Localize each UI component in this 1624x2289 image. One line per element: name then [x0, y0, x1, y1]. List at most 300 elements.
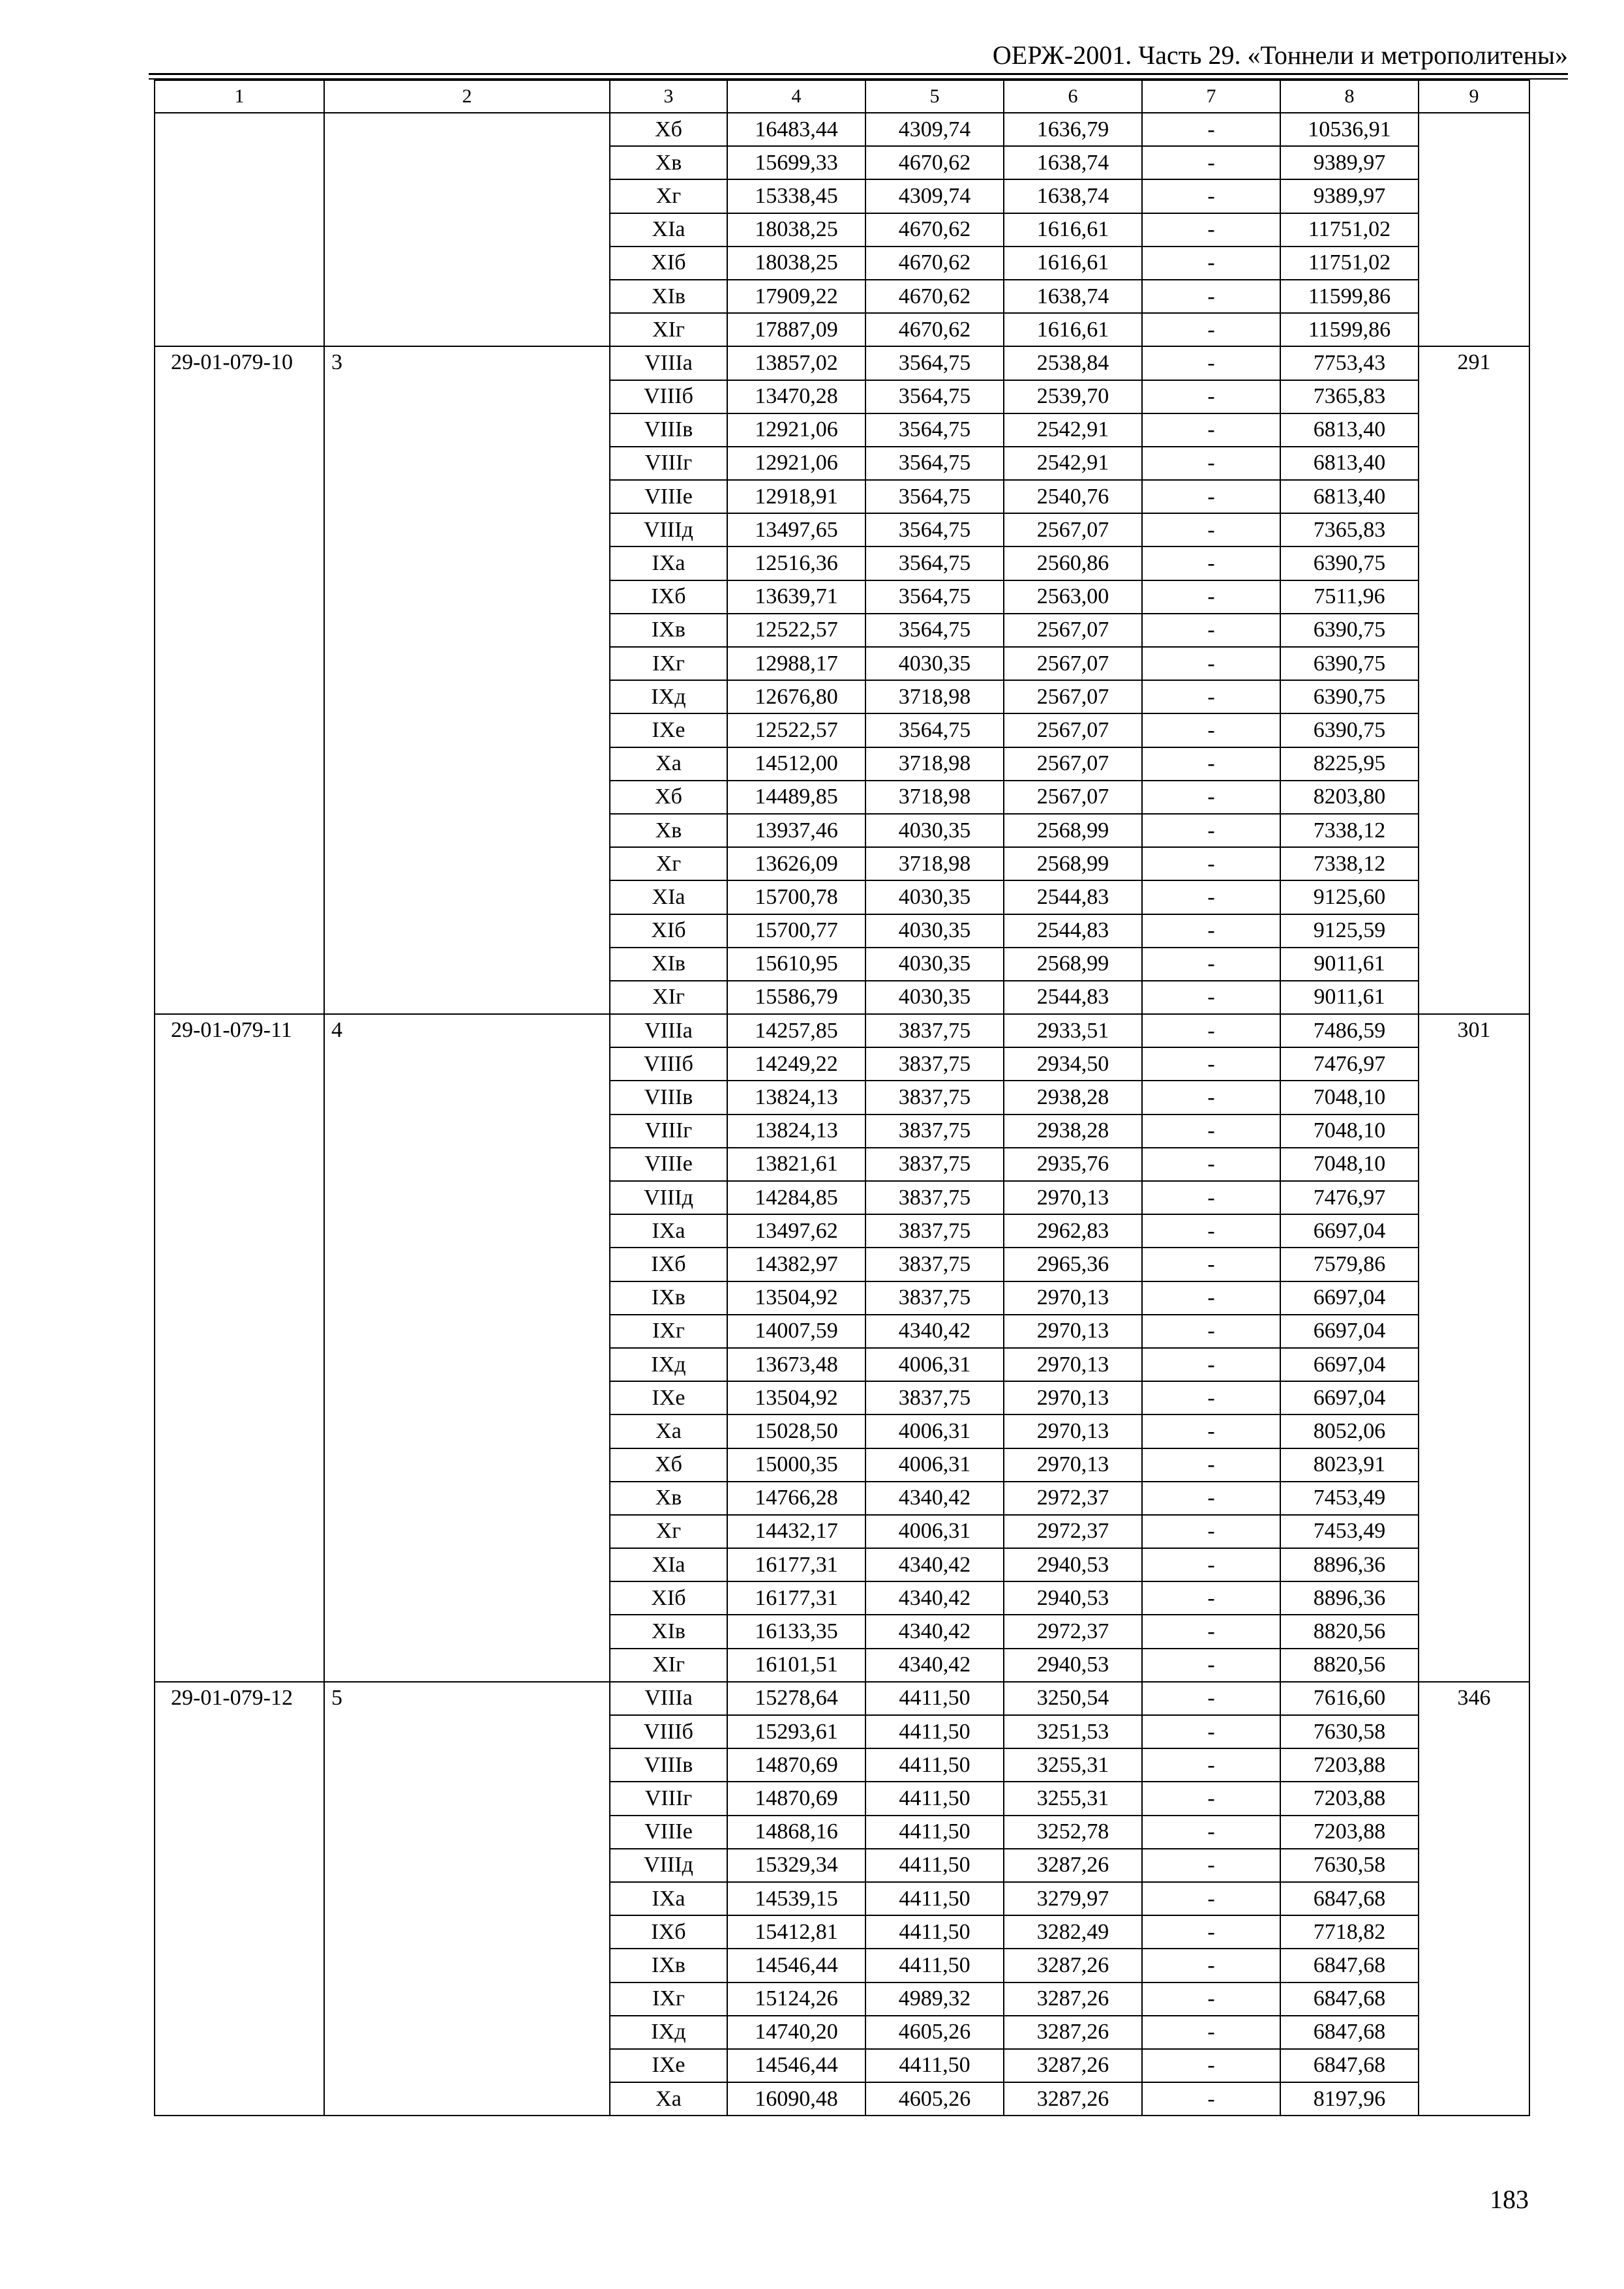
machines-cost-cell: 3252,78 [1004, 1816, 1142, 1849]
labor-cost-cell: 4411,50 [865, 1949, 1004, 1982]
salary-machinists-cell: - [1142, 247, 1280, 280]
salary-machinists-cell: - [1142, 1515, 1280, 1548]
materials-cost-cell: 7753,43 [1280, 346, 1419, 380]
salary-machinists-cell: - [1142, 1081, 1280, 1114]
machines-cost-cell: 2539,70 [1004, 380, 1142, 413]
salary-machinists-cell: - [1142, 814, 1280, 847]
materials-cost-cell: 9125,59 [1280, 914, 1419, 948]
materials-cost-cell: 10536,91 [1280, 113, 1419, 146]
total-cost-cell: 14512,00 [727, 747, 865, 781]
labor-cost-cell: 3837,75 [865, 1381, 1004, 1414]
labor-cost-cell: 4340,42 [865, 1548, 1004, 1581]
labor-hours-cell: 291 [1419, 346, 1529, 1014]
salary-machinists-cell: - [1142, 1248, 1280, 1281]
total-cost-cell: 14284,85 [727, 1181, 865, 1214]
salary-machinists-cell: - [1142, 1381, 1280, 1414]
zone-cell: VIIIе [610, 1148, 727, 1181]
salary-machinists-cell: - [1142, 914, 1280, 948]
labor-cost-cell: 3718,98 [865, 680, 1004, 713]
zone-cell: VIIIа [610, 1682, 727, 1715]
salary-machinists-cell: - [1142, 1915, 1280, 1949]
zone-cell: VIIIб [610, 380, 727, 413]
total-cost-cell: 13673,48 [727, 1348, 865, 1381]
salary-machinists-cell: - [1142, 1615, 1280, 1648]
salary-machinists-cell: - [1142, 1482, 1280, 1515]
total-cost-cell: 13821,61 [727, 1148, 865, 1181]
zone-cell: VIIIб [610, 1047, 727, 1081]
machines-cost-cell: 3287,26 [1004, 1982, 1142, 2016]
zone-cell: IXб [610, 1248, 727, 1281]
machines-cost-cell: 1616,61 [1004, 313, 1142, 346]
labor-cost-cell: 4670,62 [865, 247, 1004, 280]
labor-cost-cell: 4411,50 [865, 1715, 1004, 1748]
table-row [155, 113, 1529, 146]
zone-cell: IXа [610, 1882, 727, 1915]
zone-cell: VIIIв [610, 413, 727, 447]
total-cost-cell: 16177,31 [727, 1581, 865, 1615]
materials-cost-cell: 7476,97 [1280, 1181, 1419, 1214]
total-cost-cell: 15699,33 [727, 146, 865, 179]
total-cost-cell: 13937,46 [727, 814, 865, 847]
zone-cell: XIв [610, 280, 727, 313]
salary-machinists-cell: - [1142, 647, 1280, 680]
salary-machinists-cell: - [1142, 2016, 1280, 2049]
materials-cost-cell: 7511,96 [1280, 580, 1419, 614]
machines-cost-cell: 1638,74 [1004, 146, 1142, 179]
total-cost-cell: 15028,50 [727, 1414, 865, 1448]
zone-cell: Xг [610, 179, 727, 213]
materials-cost-cell: 7718,82 [1280, 1915, 1419, 1949]
total-cost-cell: 13857,02 [727, 346, 865, 380]
zone-cell: Xа [610, 747, 727, 781]
machines-cost-cell: 2544,83 [1004, 914, 1142, 948]
materials-cost-cell: 6847,68 [1280, 2016, 1419, 2049]
salary-machinists-cell: - [1142, 747, 1280, 781]
zone-cell: IXв [610, 1281, 727, 1315]
zone-cell: Xв [610, 814, 727, 847]
machines-cost-cell: 1638,74 [1004, 280, 1142, 313]
materials-cost-cell: 7630,58 [1280, 1715, 1419, 1748]
labor-cost-cell: 3718,98 [865, 781, 1004, 814]
materials-cost-cell: 11751,02 [1280, 213, 1419, 247]
column-number-cell: 7 [1142, 80, 1280, 113]
total-cost-cell: 12918,91 [727, 480, 865, 513]
materials-cost-cell: 7338,12 [1280, 847, 1419, 880]
machines-cost-cell: 3287,26 [1004, 2082, 1142, 2116]
salary-machinists-cell: - [1142, 1882, 1280, 1915]
total-cost-cell: 15610,95 [727, 948, 865, 981]
total-cost-cell: 15338,45 [727, 179, 865, 213]
zone-cell: Xг [610, 847, 727, 880]
total-cost-cell: 12921,06 [727, 447, 865, 480]
total-cost-cell: 13504,92 [727, 1381, 865, 1414]
zone-cell: VIIIе [610, 480, 727, 513]
materials-cost-cell: 8023,91 [1280, 1448, 1419, 1482]
materials-cost-cell: 6390,75 [1280, 680, 1419, 713]
labor-cost-cell: 4670,62 [865, 213, 1004, 247]
zone-cell: IXб [610, 580, 727, 614]
salary-machinists-cell: - [1142, 1982, 1280, 2016]
rates-table-body [155, 80, 1529, 2116]
zone-cell: VIIIг [610, 447, 727, 480]
salary-machinists-cell: - [1142, 1281, 1280, 1315]
labor-cost-cell: 3564,75 [865, 346, 1004, 380]
labor-cost-cell: 4006,31 [865, 1348, 1004, 1381]
machines-cost-cell: 3287,26 [1004, 1949, 1142, 1982]
labor-cost-cell: 4411,50 [865, 1849, 1004, 1882]
labor-cost-cell: 4411,50 [865, 1882, 1004, 1915]
materials-cost-cell: 11599,86 [1280, 280, 1419, 313]
total-cost-cell: 16133,35 [727, 1615, 865, 1648]
materials-cost-cell: 7338,12 [1280, 814, 1419, 847]
salary-machinists-cell: - [1142, 1315, 1280, 1348]
labor-cost-cell: 3564,75 [865, 713, 1004, 747]
materials-cost-cell: 11599,86 [1280, 313, 1419, 346]
total-cost-cell: 14489,85 [727, 781, 865, 814]
labor-cost-cell: 3837,75 [865, 1214, 1004, 1248]
labor-cost-cell: 3564,75 [865, 480, 1004, 513]
materials-cost-cell: 6847,68 [1280, 2049, 1419, 2082]
materials-cost-cell: 7203,88 [1280, 1782, 1419, 1815]
materials-cost-cell: 6847,68 [1280, 1949, 1419, 1982]
labor-cost-cell: 4030,35 [865, 880, 1004, 914]
salary-machinists-cell: - [1142, 981, 1280, 1014]
rates-table [154, 80, 1530, 2116]
labor-cost-cell: 4340,42 [865, 1315, 1004, 1348]
total-cost-cell: 14868,16 [727, 1816, 865, 1849]
labor-cost-cell: 4411,50 [865, 2049, 1004, 2082]
machines-cost-cell: 1616,61 [1004, 247, 1142, 280]
rate-code-cell: 29-01-079-11 [155, 1014, 324, 1682]
materials-cost-cell: 8197,96 [1280, 2082, 1419, 2116]
materials-cost-cell: 7365,83 [1280, 513, 1419, 546]
rate-name-cell: 5 [324, 1682, 610, 2116]
column-number-cell: 5 [865, 80, 1004, 113]
machines-cost-cell: 3251,53 [1004, 1715, 1142, 1748]
zone-cell: VIIIд [610, 513, 727, 546]
machines-cost-cell: 2934,50 [1004, 1047, 1142, 1081]
materials-cost-cell: 7476,97 [1280, 1047, 1419, 1081]
total-cost-cell: 13497,65 [727, 513, 865, 546]
machines-cost-cell: 3282,49 [1004, 1915, 1142, 1949]
salary-machinists-cell: - [1142, 2082, 1280, 2116]
labor-cost-cell: 3564,75 [865, 614, 1004, 647]
machines-cost-cell: 2933,51 [1004, 1014, 1142, 1047]
labor-cost-cell: 4989,32 [865, 1982, 1004, 2016]
zone-cell: IXд [610, 2016, 727, 2049]
zone-cell: XIб [610, 247, 727, 280]
total-cost-cell: 14766,28 [727, 1482, 865, 1515]
zone-cell: IXб [610, 1915, 727, 1949]
salary-machinists-cell: - [1142, 781, 1280, 814]
labor-cost-cell: 4670,62 [865, 146, 1004, 179]
materials-cost-cell: 7486,59 [1280, 1014, 1419, 1047]
zone-cell: VIIIа [610, 1014, 727, 1047]
materials-cost-cell: 6390,75 [1280, 713, 1419, 747]
salary-machinists-cell: - [1142, 1682, 1280, 1715]
column-number-cell: 2 [324, 80, 610, 113]
total-cost-cell: 14870,69 [727, 1782, 865, 1815]
machines-cost-cell: 2567,07 [1004, 680, 1142, 713]
zone-cell: XIг [610, 1649, 727, 1682]
materials-cost-cell: 6813,40 [1280, 480, 1419, 513]
labor-cost-cell: 3718,98 [865, 747, 1004, 781]
salary-machinists-cell: - [1142, 1548, 1280, 1581]
labor-cost-cell: 4030,35 [865, 981, 1004, 1014]
total-cost-cell: 18038,25 [727, 213, 865, 247]
machines-cost-cell: 3279,97 [1004, 1882, 1142, 1915]
salary-machinists-cell: - [1142, 380, 1280, 413]
machines-cost-cell: 2940,53 [1004, 1649, 1142, 1682]
salary-machinists-cell: - [1142, 1047, 1280, 1081]
materials-cost-cell: 8820,56 [1280, 1615, 1419, 1648]
labor-cost-cell: 4030,35 [865, 948, 1004, 981]
total-cost-cell: 13504,92 [727, 1281, 865, 1315]
table-row [155, 1014, 1529, 1047]
materials-cost-cell: 6697,04 [1280, 1348, 1419, 1381]
machines-cost-cell: 2542,91 [1004, 413, 1142, 447]
materials-cost-cell: 6813,40 [1280, 413, 1419, 447]
total-cost-cell: 14432,17 [727, 1515, 865, 1548]
total-cost-cell: 15000,35 [727, 1448, 865, 1482]
rate-name-cell [324, 113, 610, 346]
labor-cost-cell: 4006,31 [865, 1448, 1004, 1482]
salary-machinists-cell: - [1142, 1214, 1280, 1248]
salary-machinists-cell: - [1142, 213, 1280, 247]
materials-cost-cell: 7453,49 [1280, 1515, 1419, 1548]
labor-cost-cell: 4340,42 [865, 1482, 1004, 1515]
total-cost-cell: 15293,61 [727, 1715, 865, 1748]
materials-cost-cell: 9011,61 [1280, 981, 1419, 1014]
total-cost-cell: 13824,13 [727, 1081, 865, 1114]
machines-cost-cell: 2938,28 [1004, 1081, 1142, 1114]
total-cost-cell: 14740,20 [727, 2016, 865, 2049]
materials-cost-cell: 7453,49 [1280, 1482, 1419, 1515]
zone-cell: VIIIд [610, 1849, 727, 1882]
zone-cell: XIа [610, 1548, 727, 1581]
materials-cost-cell: 9011,61 [1280, 948, 1419, 981]
total-cost-cell: 13470,28 [727, 380, 865, 413]
total-cost-cell: 15278,64 [727, 1682, 865, 1715]
page-number: 183 [1490, 2185, 1529, 2214]
total-cost-cell: 12522,57 [727, 614, 865, 647]
machines-cost-cell: 2970,13 [1004, 1448, 1142, 1482]
materials-cost-cell: 7048,10 [1280, 1148, 1419, 1181]
zone-cell: XIв [610, 1615, 727, 1648]
labor-cost-cell: 4006,31 [865, 1414, 1004, 1448]
zone-cell: XIг [610, 981, 727, 1014]
labor-cost-cell: 3837,75 [865, 1047, 1004, 1081]
labor-hours-cell [1419, 113, 1529, 346]
total-cost-cell: 16090,48 [727, 2082, 865, 2116]
labor-cost-cell: 4030,35 [865, 814, 1004, 847]
total-cost-cell: 14249,22 [727, 1047, 865, 1081]
zone-cell: XIб [610, 914, 727, 948]
labor-cost-cell: 4030,35 [865, 914, 1004, 948]
machines-cost-cell: 2544,83 [1004, 880, 1142, 914]
zone-cell: XIб [610, 1581, 727, 1615]
labor-cost-cell: 3837,75 [865, 1148, 1004, 1181]
zone-cell: VIIIа [610, 346, 727, 380]
salary-machinists-cell: - [1142, 447, 1280, 480]
labor-cost-cell: 4030,35 [865, 647, 1004, 680]
materials-cost-cell: 8896,36 [1280, 1548, 1419, 1581]
zone-cell: IXе [610, 713, 727, 747]
materials-cost-cell: 7203,88 [1280, 1748, 1419, 1782]
total-cost-cell: 13626,09 [727, 847, 865, 880]
salary-machinists-cell: - [1142, 1348, 1280, 1381]
materials-cost-cell: 6390,75 [1280, 546, 1419, 580]
rate-name-cell: 3 [324, 346, 610, 1014]
labor-cost-cell: 4605,26 [865, 2082, 1004, 2116]
machines-cost-cell: 2940,53 [1004, 1581, 1142, 1615]
total-cost-cell: 16177,31 [727, 1548, 865, 1581]
machines-cost-cell: 2970,13 [1004, 1181, 1142, 1214]
salary-machinists-cell: - [1142, 1748, 1280, 1782]
zone-cell: IXе [610, 2049, 727, 2082]
materials-cost-cell: 6697,04 [1280, 1381, 1419, 1414]
total-cost-cell: 13824,13 [727, 1115, 865, 1148]
total-cost-cell: 15412,81 [727, 1915, 865, 1949]
zone-cell: VIIIб [610, 1715, 727, 1748]
rate-name-cell: 4 [324, 1014, 610, 1682]
salary-machinists-cell: - [1142, 1649, 1280, 1682]
machines-cost-cell: 2935,76 [1004, 1148, 1142, 1181]
zone-cell: Xб [610, 781, 727, 814]
machines-cost-cell: 2972,37 [1004, 1515, 1142, 1548]
materials-cost-cell: 6813,40 [1280, 447, 1419, 480]
machines-cost-cell: 2567,07 [1004, 513, 1142, 546]
materials-cost-cell: 7048,10 [1280, 1115, 1419, 1148]
materials-cost-cell: 7365,83 [1280, 380, 1419, 413]
labor-cost-cell: 4605,26 [865, 2016, 1004, 2049]
zone-cell: Xа [610, 1414, 727, 1448]
labor-cost-cell: 4340,42 [865, 1581, 1004, 1615]
machines-cost-cell: 2567,07 [1004, 647, 1142, 680]
salary-machinists-cell: - [1142, 113, 1280, 146]
machines-cost-cell: 2567,07 [1004, 614, 1142, 647]
zone-cell: IXв [610, 614, 727, 647]
materials-cost-cell: 6697,04 [1280, 1281, 1419, 1315]
zone-cell: Xб [610, 113, 727, 146]
salary-machinists-cell: - [1142, 948, 1280, 981]
salary-machinists-cell: - [1142, 313, 1280, 346]
zone-cell: XIа [610, 213, 727, 247]
machines-cost-cell: 2544,83 [1004, 981, 1142, 1014]
column-number-cell: 9 [1419, 80, 1529, 113]
machines-cost-cell: 2568,99 [1004, 814, 1142, 847]
zone-cell: IXг [610, 1315, 727, 1348]
zone-cell: VIIIг [610, 1115, 727, 1148]
total-cost-cell: 16101,51 [727, 1649, 865, 1682]
labor-hours-cell: 301 [1419, 1014, 1529, 1682]
salary-machinists-cell: - [1142, 146, 1280, 179]
materials-cost-cell: 9389,97 [1280, 146, 1419, 179]
materials-cost-cell: 7203,88 [1280, 1816, 1419, 1849]
total-cost-cell: 16483,44 [727, 113, 865, 146]
page-header-title: ОЕРЖ-2001. Часть 29. «Тоннели и метрополитены» [992, 40, 1568, 70]
header-rule [149, 73, 1568, 75]
machines-cost-cell: 2540,76 [1004, 480, 1142, 513]
total-cost-cell: 15124,26 [727, 1982, 865, 2016]
zone-cell: IXе [610, 1381, 727, 1414]
materials-cost-cell: 6847,68 [1280, 1982, 1419, 2016]
materials-cost-cell: 7630,58 [1280, 1849, 1419, 1882]
labor-cost-cell: 3837,75 [865, 1181, 1004, 1214]
machines-cost-cell: 2567,07 [1004, 747, 1142, 781]
labor-cost-cell: 3564,75 [865, 447, 1004, 480]
salary-machinists-cell: - [1142, 580, 1280, 614]
total-cost-cell: 14870,69 [727, 1748, 865, 1782]
labor-cost-cell: 4340,42 [865, 1615, 1004, 1648]
labor-cost-cell: 3837,75 [865, 1248, 1004, 1281]
materials-cost-cell: 11751,02 [1280, 247, 1419, 280]
rate-code-cell: 29-01-079-10 [155, 346, 324, 1014]
column-number-cell: 6 [1004, 80, 1142, 113]
materials-cost-cell: 8225,95 [1280, 747, 1419, 781]
total-cost-cell: 13639,71 [727, 580, 865, 614]
zone-cell: Xв [610, 146, 727, 179]
zone-cell: IXа [610, 1214, 727, 1248]
labor-cost-cell: 4411,50 [865, 1915, 1004, 1949]
column-number-row [155, 80, 1529, 113]
total-cost-cell: 12516,36 [727, 546, 865, 580]
materials-cost-cell: 6390,75 [1280, 614, 1419, 647]
machines-cost-cell: 2972,37 [1004, 1615, 1142, 1648]
salary-machinists-cell: - [1142, 346, 1280, 380]
salary-machinists-cell: - [1142, 880, 1280, 914]
machines-cost-cell: 2938,28 [1004, 1115, 1142, 1148]
materials-cost-cell: 8896,36 [1280, 1581, 1419, 1615]
zone-cell: IXд [610, 680, 727, 713]
salary-machinists-cell: - [1142, 1414, 1280, 1448]
salary-machinists-cell: - [1142, 1014, 1280, 1047]
zone-cell: IXа [610, 546, 727, 580]
machines-cost-cell: 2567,07 [1004, 781, 1142, 814]
salary-machinists-cell: - [1142, 513, 1280, 546]
total-cost-cell: 17887,09 [727, 313, 865, 346]
labor-cost-cell: 3837,75 [865, 1081, 1004, 1114]
column-number-cell: 3 [610, 80, 727, 113]
machines-cost-cell: 2965,36 [1004, 1248, 1142, 1281]
materials-cost-cell: 6390,75 [1280, 647, 1419, 680]
zone-cell: XIг [610, 313, 727, 346]
materials-cost-cell: 7579,86 [1280, 1248, 1419, 1281]
labor-cost-cell: 4006,31 [865, 1515, 1004, 1548]
labor-cost-cell: 4670,62 [865, 280, 1004, 313]
machines-cost-cell: 2972,37 [1004, 1482, 1142, 1515]
salary-machinists-cell: - [1142, 1115, 1280, 1148]
salary-machinists-cell: - [1142, 1816, 1280, 1849]
machines-cost-cell: 2970,13 [1004, 1315, 1142, 1348]
labor-cost-cell: 4309,74 [865, 113, 1004, 146]
labor-cost-cell: 3837,75 [865, 1115, 1004, 1148]
total-cost-cell: 17909,22 [727, 280, 865, 313]
zone-cell: Xб [610, 1448, 727, 1482]
salary-machinists-cell: - [1142, 680, 1280, 713]
materials-cost-cell: 6847,68 [1280, 1882, 1419, 1915]
zone-cell: VIIIд [610, 1181, 727, 1214]
machines-cost-cell: 2563,00 [1004, 580, 1142, 614]
table-row [155, 1682, 1529, 1715]
machines-cost-cell: 3287,26 [1004, 2049, 1142, 2082]
machines-cost-cell: 3250,54 [1004, 1682, 1142, 1715]
zone-cell: XIв [610, 948, 727, 981]
zone-cell: Xг [610, 1515, 727, 1548]
total-cost-cell: 15700,78 [727, 880, 865, 914]
salary-machinists-cell: - [1142, 2049, 1280, 2082]
machines-cost-cell: 2538,84 [1004, 346, 1142, 380]
